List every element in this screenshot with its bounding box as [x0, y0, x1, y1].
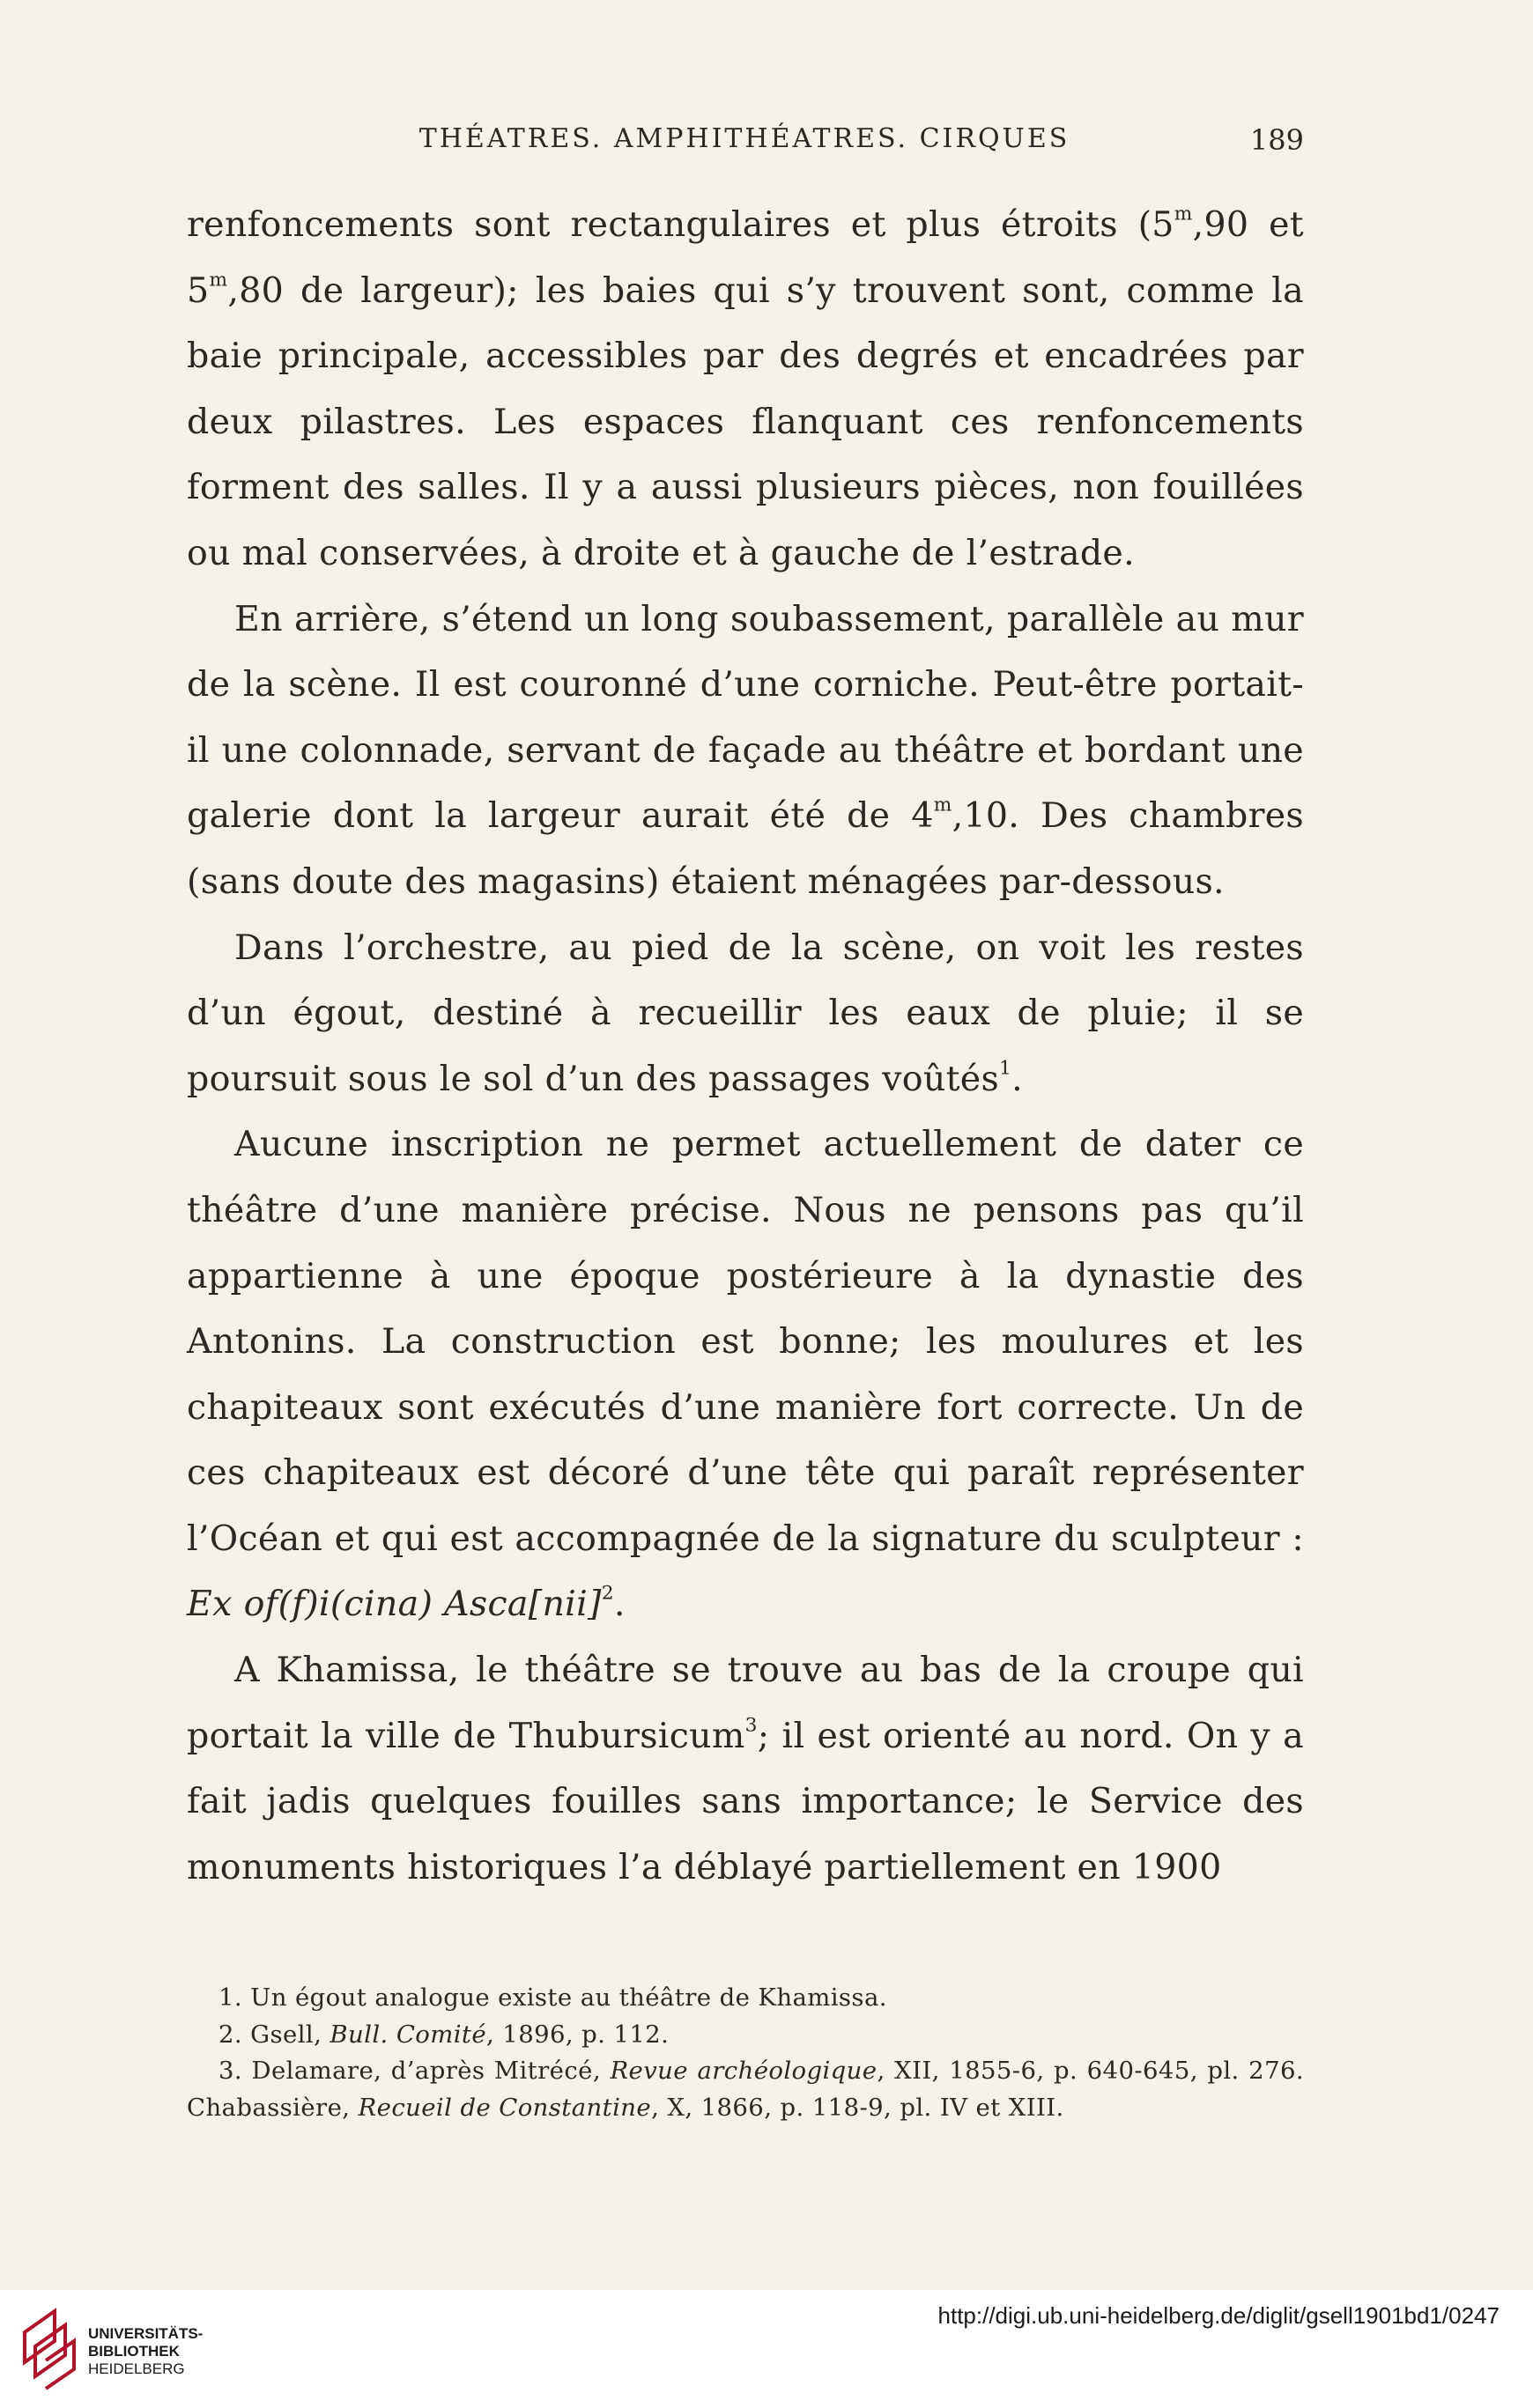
paragraph-4: Aucune inscription ne permet actuellement de dater ce théâtre d’une manière précise. Nous ne pensons pas qu’il appartienne à une époque postérieure à la dynastie des Antonins. La construction est bonne; les moulures et les chapiteaux sont exécutés d’une manière fort correcte. Un de ces chapiteaux est décoré d’une tête qui paraît représenter l’Océan et qui est accompagnée de la signature du sculpteur : Ex of(f)i(cina) Asca[nii]$^2$. — [187, 1124, 1304, 1625]
paragraph-3: Dans l’orchestre, au pied de la scène, on voit les restes d’un égout, destiné à recueillir les eaux de pluie; il se poursuit sous le sol d’un des passages voûtés$^1$. — [187, 927, 1304, 1099]
ub-heidelberg-logo-icon — [19, 2306, 78, 2390]
paragraph-5: A Khamissa, le théâtre se trouve au bas de la croupe qui portait la ville de Thubursicum$^3$; il est orienté au nord. On y a fait jadis quelques fouilles sans importance; le Service des monuments historiques l’a déblayé partiellement en 1900 — [187, 1650, 1305, 1887]
library-name-line-2: BIBLIOTHEK — [88, 2343, 180, 2360]
running-head — [185, 123, 1304, 167]
footnote-3: 3. Delamare, d’après Mitrécé, Revue archéologique, XII, 1855-6, p. 640-645, pl. 276. Chabassière, Recueil de Constantine, X, 1866, p. 118-9, pl. IV et XIII. — [187, 2057, 1305, 2122]
page-number: 189 — [1249, 123, 1304, 157]
library-name-line-3: HEIDELBERG — [88, 2360, 185, 2377]
footnote-2: 2. Gsell, Bull. Comité, 1896, p. 112. — [218, 2020, 670, 2049]
body-text — [187, 192, 1304, 1900]
footnote-1: 1. Un égout analogue existe au théâtre de Khamissa. — [218, 1983, 887, 2012]
source-url-link[interactable]: http://digi.ub.uni-heidelberg.de/diglit/gsell1901bd1/0247 — [937, 2302, 1500, 2329]
running-title: THÉATRES. AMPHITHÉATRES. CIRQUES — [418, 123, 1070, 154]
library-name — [88, 2325, 203, 2378]
paragraph-2: En arrière, s’étend un long soubassement, parallèle au mur de la scène. Il est couronné d’une corniche. Peut-être portait-il une colonnade, servant de façade au théâtre et bordant une galerie dont la largeur aurait été de 4$^m$,10. Des chambres (sans doute des magasins) étaient ménagées par-dessous. — [187, 598, 1304, 902]
footnotes — [187, 1980, 1304, 2126]
paragraph-1: renfoncements sont rectangulaires et plus étroits (5$^m$,90 et 5$^m$,80 de largeur); les baies qui s’y trouvent sont, comme la baie principale, accessibles par des degrés et encadrées par deux pilastres. Les espaces flanquant ces renfoncements forment des salles. Il y a aussi plusieurs pièces, non fouillées ou mal conservées, à droite et à gauche de l’estrade. — [187, 203, 1304, 573]
library-name-line-1: UNIVERSITÄTS- — [88, 2325, 204, 2342]
